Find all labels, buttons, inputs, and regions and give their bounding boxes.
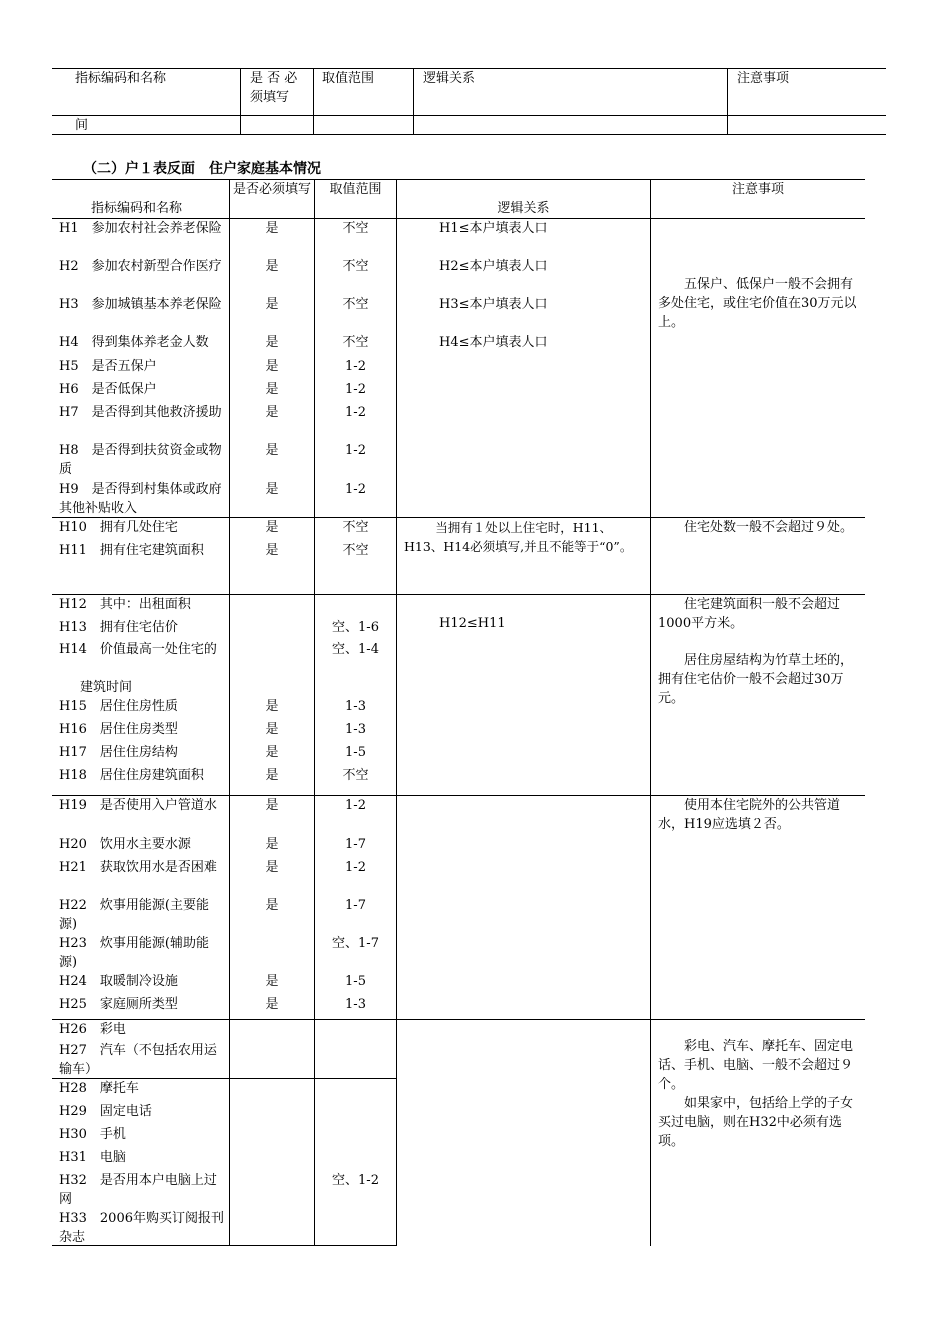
table-row: H24 取暖制冷设施 [59,974,178,989]
table-row: H10 拥有几处住宅 [59,520,178,535]
top-header-logic: 逻辑关系 [423,71,476,86]
logic-h12: H12≤H11 [439,616,506,631]
table-row: H13 拥有住宅估价 [59,620,178,635]
table-row: H2 参加农村新型合作医疗 [59,259,222,274]
table-row: H11 拥有住宅建筑面积 [59,543,204,558]
table-row: H14 价值最高一处住宅的 [59,642,217,657]
table-row: H19 是否使用入户管道水 [59,798,217,813]
table-row: H9 是否得到村集体或政府其他补贴收入 [59,482,222,516]
table-row: H30 手机 [59,1127,126,1142]
note-computer: 如果家中，包括给上学的子女买过电脑，则在H32中必须有选项。 [658,1096,854,1149]
top-header-name: 指标编码和名称 [75,71,167,86]
table-row: H6 是否低保户 [59,382,157,397]
table-row: H33 2006年购买订阅报刊杂志 [59,1211,224,1245]
table-row: H32 是否用本户电脑上过网 [59,1173,217,1207]
note-wubaohu: 五保户、低保户一般不会拥有多处住宅，或住宅价值在30万元以上。 [658,277,857,330]
header-logic: 逻辑关系 [497,201,550,216]
table-row: H1 参加农村社会养老保险 [59,221,222,236]
note-area: 住宅建筑面积一般不会超过1000平方米。 [658,597,841,631]
top-header-range: 取值范围 [322,71,375,86]
table-row: H3 参加城镇基本养老保险 [59,297,222,312]
table-row: H7 是否得到其他救济援助 [59,405,222,420]
note-appliances: 彩电、汽车、摩托车、固定电话、手机、电脑、一般不会超过９个。 [658,1039,854,1092]
table-row: H23 炊事用能源(辅助能源) [59,936,209,970]
table-row: H12 其中：出租面积 [59,597,191,612]
table-row: H17 居住住房结构 [59,745,178,760]
table-row: H31 电脑 [59,1150,126,1165]
table-row: H4 得到集体养老金人数 [59,335,209,350]
table-row: H22 炊事用能源(主要能源) [59,898,209,932]
table-row: H18 居住住房建筑面积 [59,768,204,783]
section-title: （二）户１表反面 住户家庭基本情况 [83,161,321,177]
top-row-cell: 间 [75,118,89,133]
top-header-required: 是 否 必 须填写 [250,71,298,105]
header-name: 指标编码和名称 [91,201,183,216]
table-row: H25 家庭厕所类型 [59,997,178,1012]
table-row: H16 居住住房类型 [59,722,178,737]
table-row: H26 彩电 [59,1022,126,1037]
table-row: H21 获取饮用水是否困难 [59,860,217,875]
table-row: H28 摩托车 [59,1081,139,1096]
logic-h10: 当拥有１处以上住宅时，H11、H13、H14必须填写,并且不能等于“0”。 [404,520,633,554]
note-structure: 居住房屋结构为竹草土坯的，拥有住宅估价一般不会超过30万元。 [658,653,854,706]
header-notes: 注意事项 [731,182,784,197]
table-row: H15 居住住房性质 [59,699,178,714]
table-row: H29 固定电话 [59,1104,152,1119]
header-range: 取值范围 [329,182,382,197]
table-row: H5 是否五保户 [59,359,157,374]
note-water: 使用本住宅院外的公共管道水，H19应选填２否。 [658,798,841,832]
header-required: 是否必须填写 [232,182,311,197]
table-row: H27 汽车（不包括农用运输车） [59,1043,217,1077]
top-header-notes: 注意事项 [737,71,790,86]
note-housing-count: 住宅处数一般不会超过９处。 [684,520,854,535]
table-row: H8 是否得到扶贫资金或物质 [59,443,222,477]
table-row: H20 饮用水主要水源 [59,837,191,852]
